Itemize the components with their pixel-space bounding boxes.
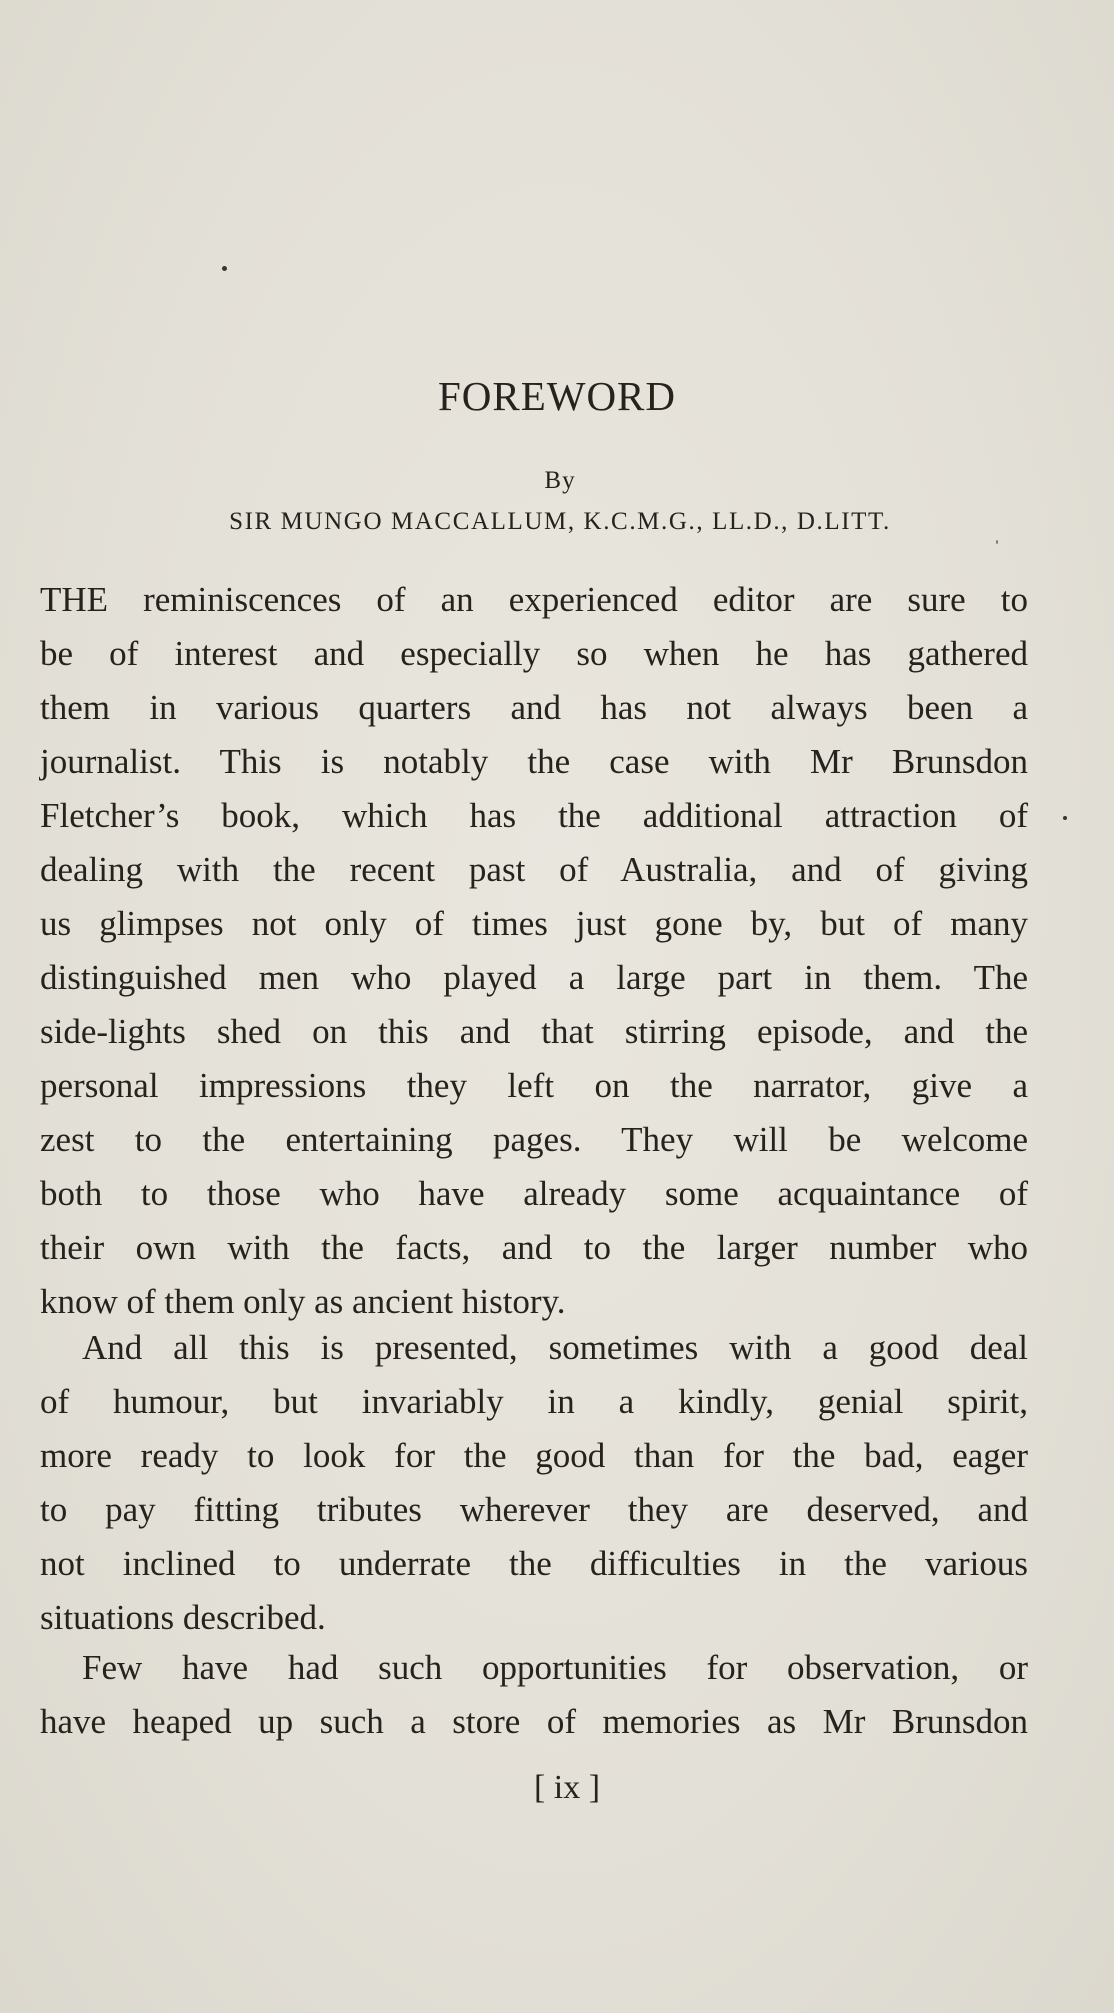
text-line: situations described. [40,1598,326,1637]
text-line: us glimpses not only of times just gone by, but of many [40,904,1028,943]
text-line: to pay fitting tributes wherever they are deserved, and [40,1490,1028,1529]
text-line: be of interest and especially so when he has gathered [40,634,1028,673]
text-line: more ready to look for the good than for the bad, eager [40,1436,1028,1475]
text-line: personal impressions they left on the narrator, give a [40,1066,1028,1105]
text-line: dealing with the recent past of Australia, and of giving [40,850,1028,889]
text-line: them in various quarters and has not always been a [40,688,1028,727]
text-line: Fletcher’s book, which has the additional attraction of [40,796,1028,835]
text-line: zest to the entertaining pages. They will be welcome [40,1120,1028,1159]
page-speck [996,540,998,544]
text-line: side-lights shed on this and that stirring episode, and the [40,1012,1028,1051]
text-line: know of them only as ancient history. [40,1282,566,1321]
text-line: THE reminiscences of an experienced editor are sure to [40,580,1028,619]
text-line: of humour, but invariably in a kindly, genial spirit, [40,1382,1028,1421]
text-line: not inclined to underrate the difficulties in the various [40,1544,1028,1583]
text-line: journalist. This is notably the case with Mr Brunsdon [40,742,1028,781]
byline: By [544,467,576,494]
text-line: distinguished men who played a large part in them. The [40,958,1028,997]
text-line: both to those who have already some acquaintance of [40,1174,1028,1213]
page-title: FOREWORD [437,373,677,419]
page-speck [222,266,227,271]
text-line: their own with the facts, and to the larger number who [40,1228,1028,1267]
author-credit: SIR MUNGO MACCALLUM, K.C.M.G., LL.D., D.LITT. [229,508,891,535]
text-line: have heaped up such a store of memories as Mr Brunsdon [40,1702,1028,1741]
page-number: [ ix ] [533,1769,601,1806]
text-line: Few have had such opportunities for observation, or [82,1648,1028,1687]
text-line: And all this is presented, sometimes with a good deal [82,1328,1028,1367]
page-speck [1063,816,1067,820]
